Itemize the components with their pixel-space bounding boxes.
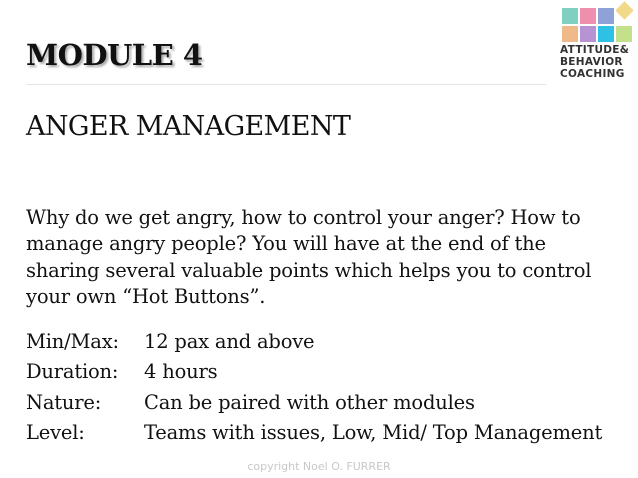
title-divider	[26, 84, 546, 85]
logo-tile	[562, 8, 578, 24]
module-details	[26, 326, 602, 448]
logo-diamond	[615, 1, 633, 19]
attitude-behavior-coaching-logo	[560, 3, 638, 95]
topic-title: ANGER MANAGEMENT	[26, 111, 351, 142]
detail-value: 4 hours	[144, 360, 218, 384]
detail-value: Teams with issues, Low, Mid/ Top Management	[144, 421, 603, 445]
detail-row-nature	[26, 387, 602, 418]
logo-line: COACHING	[560, 68, 625, 80]
module-description: Why do we get angry, how to control your anger? How to manage angry people? You will have at the end of the sharing several valuable points which helps you to control your own “Hot Buttons”.	[26, 206, 592, 308]
logo-tile	[598, 26, 614, 42]
detail-value: Can be paired with other modules	[144, 390, 475, 414]
detail-value: 12 pax and above	[144, 329, 315, 353]
logo-tile	[562, 26, 578, 42]
detail-row-min-max	[26, 326, 602, 357]
copyright-notice: copyright Noel O. FURRER	[247, 460, 391, 473]
logo-tile	[580, 8, 596, 24]
detail-label: Duration:	[26, 360, 119, 384]
detail-label: Level:	[26, 421, 85, 445]
logo-wordmark	[560, 44, 638, 80]
detail-row-level	[26, 418, 602, 449]
logo-tile	[580, 26, 596, 42]
detail-row-duration	[26, 357, 602, 388]
logo-line: BEHAVIOR	[560, 56, 623, 68]
logo-tile	[598, 8, 614, 24]
detail-label: Nature:	[26, 390, 102, 414]
logo-line: ATTITUDE&	[560, 44, 630, 56]
detail-label: Min/Max:	[26, 329, 119, 353]
module-title: MODULE 4	[26, 38, 203, 72]
logo-tile	[616, 26, 632, 42]
